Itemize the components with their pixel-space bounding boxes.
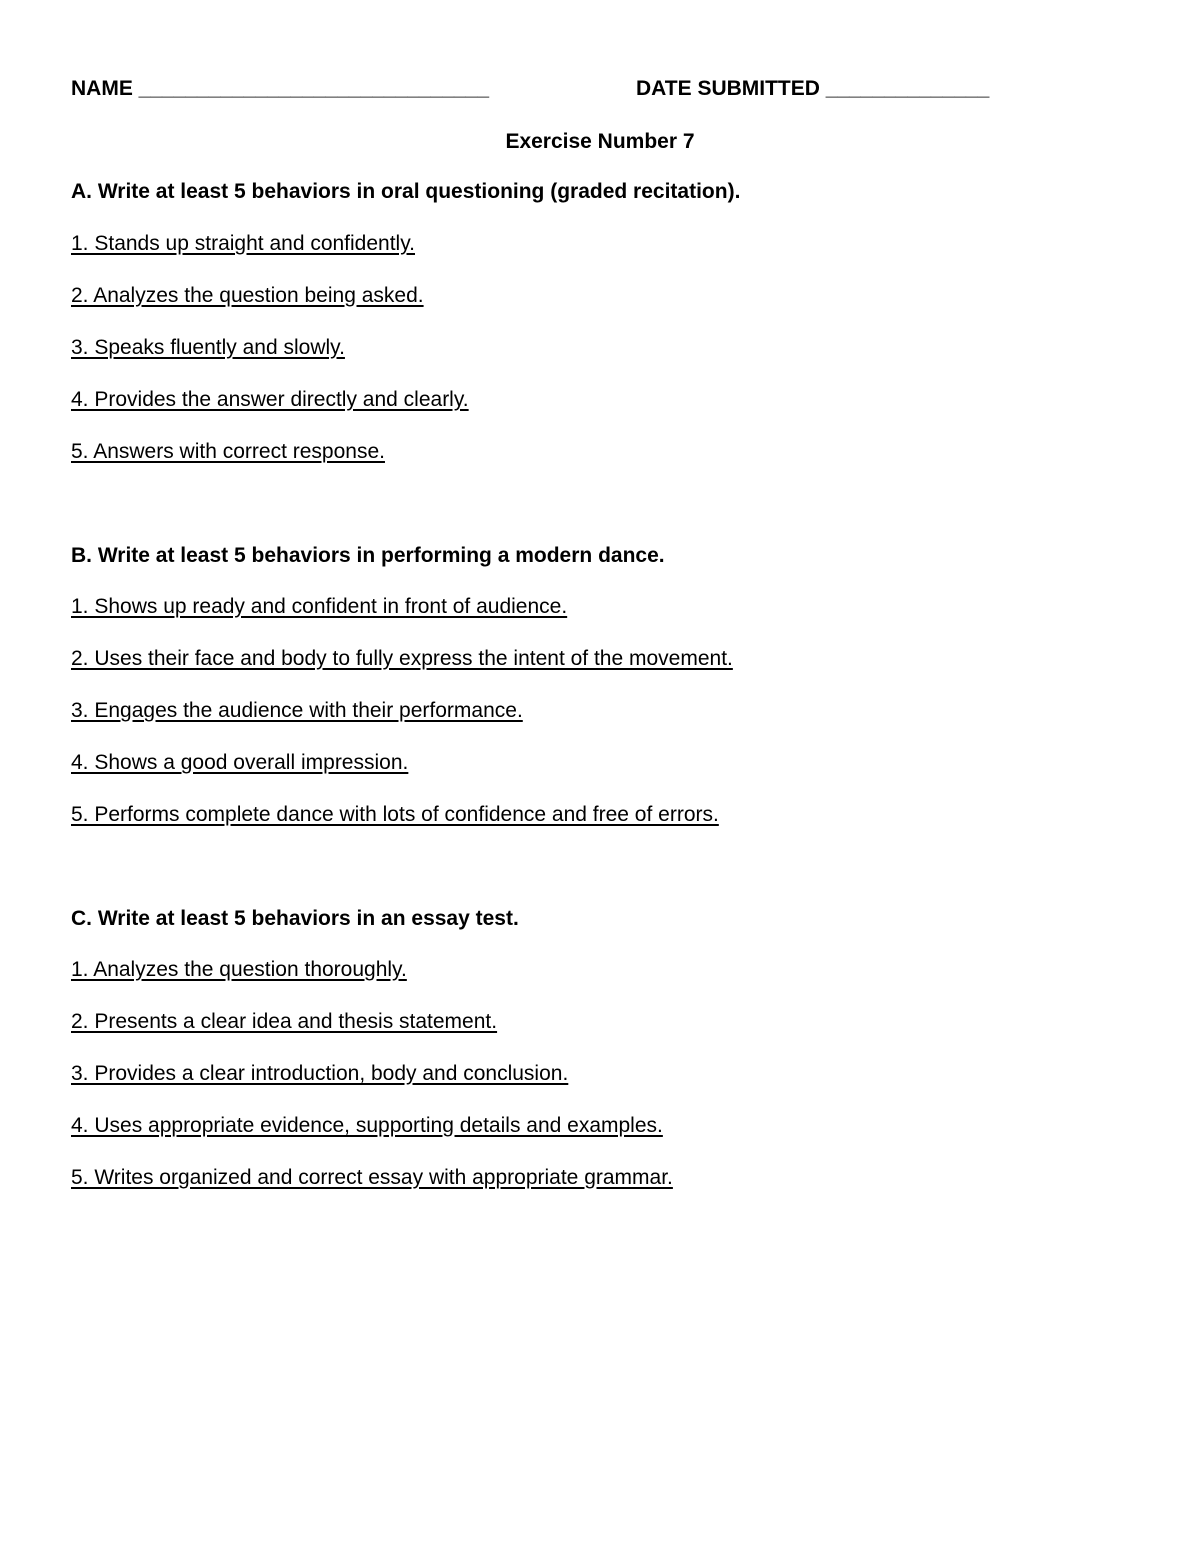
date-submitted-field-label: DATE SUBMITTED ______________ (636, 77, 990, 100)
answer-c-3: 3. Provides a clear introduction, body and conclusion. (71, 1062, 569, 1085)
answer-a-2: 2. Analyzes the question being asked. (71, 284, 424, 307)
question-a: A. Write at least 5 behaviors in oral questioning (graded recitation). (71, 180, 741, 203)
question-b: B. Write at least 5 behaviors in performing a modern dance. (71, 544, 665, 567)
page-title: Exercise Number 7 (505, 130, 695, 153)
answer-b-1: 1. Shows up ready and confident in front of audience. (71, 595, 568, 618)
answer-c-4: 4. Uses appropriate evidence, supporting details and examples. (71, 1114, 663, 1137)
answer-c-1: 1. Analyzes the question thoroughly. (71, 958, 407, 981)
question-c: C. Write at least 5 behaviors in an essay test. (71, 907, 519, 930)
answer-b-3: 3. Engages the audience with their performance. (71, 699, 523, 722)
answer-a-3: 3. Speaks fluently and slowly. (71, 336, 345, 359)
answer-a-4: 4. Provides the answer directly and clearly. (71, 388, 469, 411)
answer-b-4: 4. Shows a good overall impression. (71, 751, 409, 774)
answer-b-2: 2. Uses their face and body to fully express the intent of the movement. (71, 647, 733, 670)
answer-c-5: 5. Writes organized and correct essay with appropriate grammar. (71, 1166, 673, 1189)
answer-b-5: 5. Performs complete dance with lots of confidence and free of errors. (71, 803, 719, 826)
name-field-label: NAME ______________________________ (71, 77, 490, 100)
answer-c-2: 2. Presents a clear idea and thesis statement. (71, 1010, 498, 1033)
answer-a-1: 1. Stands up straight and confidently. (71, 232, 415, 255)
answer-a-5: 5. Answers with correct response. (71, 440, 385, 463)
